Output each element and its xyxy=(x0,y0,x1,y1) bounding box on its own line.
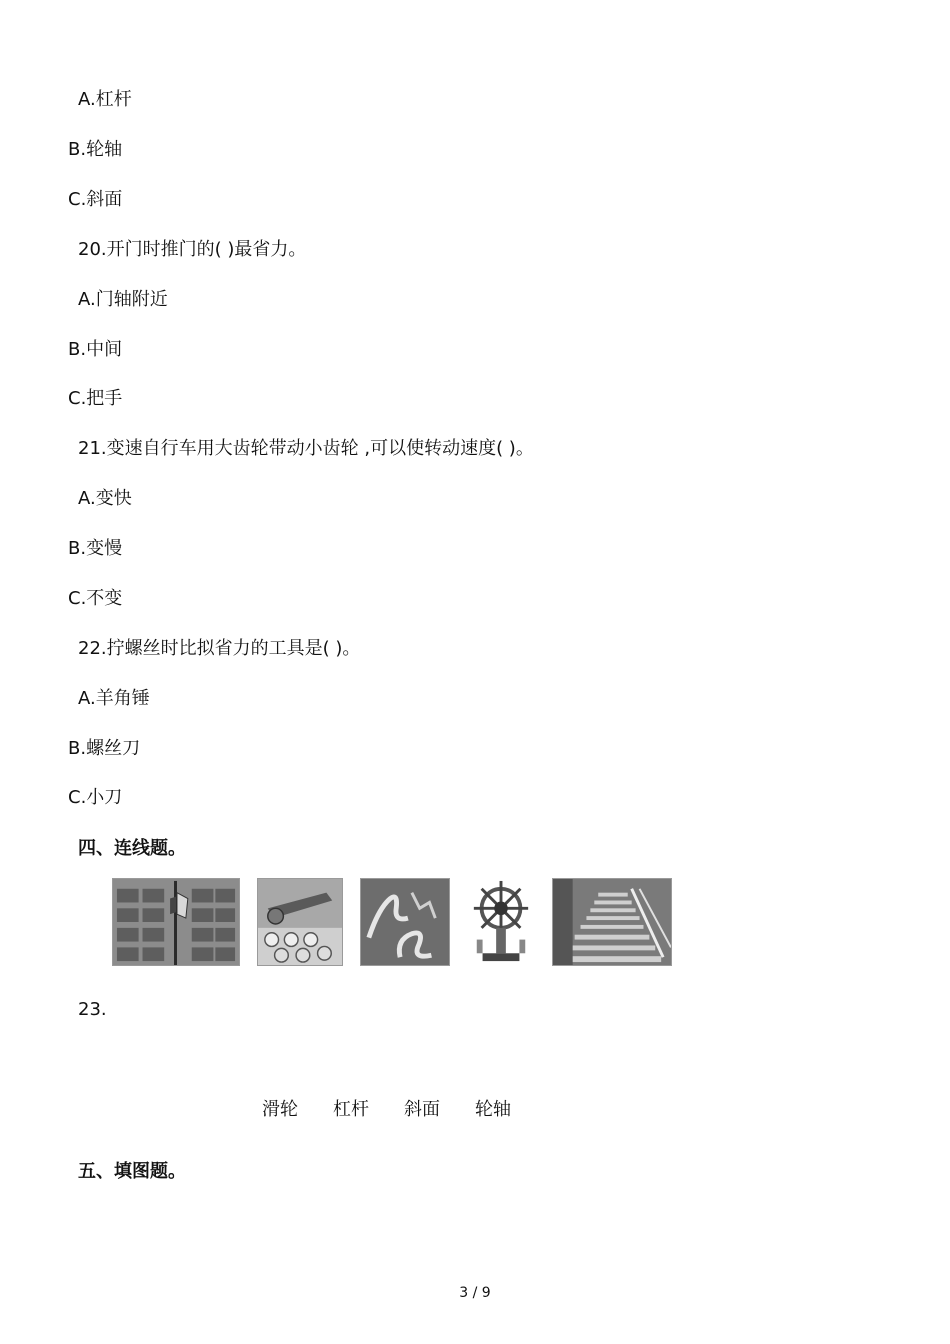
word-lever: 杠杆 xyxy=(333,1099,369,1120)
q20-option-a: A.门轴附近 xyxy=(78,289,168,310)
question-21: 21.变速自行车用大齿轮带动小齿轮 ,可以使转动速度( )。 xyxy=(78,438,534,459)
question-23: 23. xyxy=(78,999,107,1020)
option-b-wheel-axle: B.轮轴 xyxy=(68,139,123,160)
page-number: 3 / 9 xyxy=(459,1285,491,1301)
section-4-title: 四、连线题。 xyxy=(78,838,186,859)
word-wheel-axle: 轮轴 xyxy=(475,1099,511,1120)
staircase-image xyxy=(552,878,672,966)
q22-option-a: A.羊角锤 xyxy=(78,688,150,709)
q21-option-b: B.变慢 xyxy=(68,538,123,559)
question-22: 22.拧螺丝时比拟省力的工具是( )。 xyxy=(78,638,361,659)
q22-option-b: B.螺丝刀 xyxy=(68,738,141,759)
q20-option-b: B.中间 xyxy=(68,339,123,360)
bottle-opener-image xyxy=(257,878,343,966)
word-pulley: 滑轮 xyxy=(262,1099,298,1120)
ship-wheel-image xyxy=(468,878,534,966)
section-5-title: 五、填图题。 xyxy=(78,1161,186,1182)
option-a-lever: A.杠杆 xyxy=(78,89,132,110)
word-inclined-plane: 斜面 xyxy=(404,1099,440,1120)
question-20: 20.开门时推门的( )最省力。 xyxy=(78,239,307,260)
q22-option-c: C.小刀 xyxy=(68,787,123,808)
option-c-incline: C.斜面 xyxy=(68,189,123,210)
q21-option-c: C.不变 xyxy=(68,588,123,609)
flagpole-image xyxy=(112,878,240,966)
q20-option-c: C.把手 xyxy=(68,388,123,409)
q21-option-a: A.变快 xyxy=(78,488,132,509)
mountain-road-image xyxy=(360,878,450,966)
